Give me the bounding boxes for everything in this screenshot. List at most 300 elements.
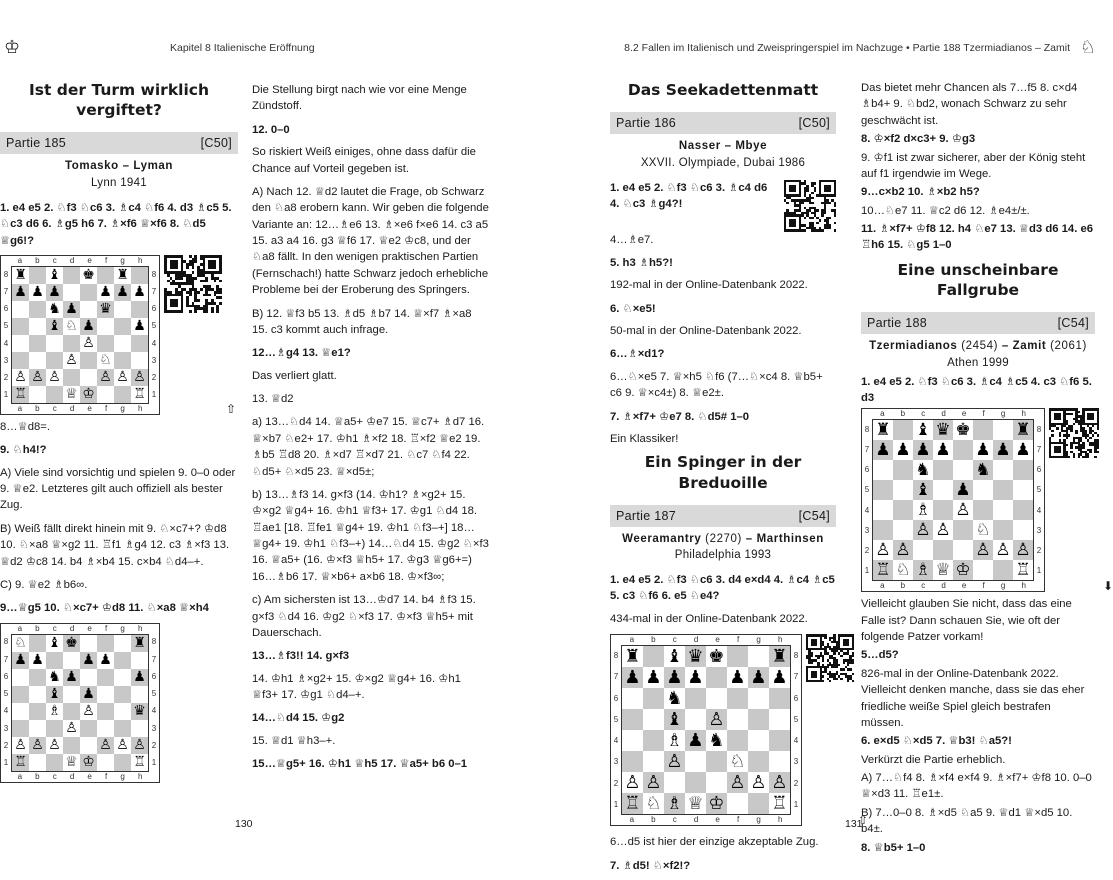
rank-label: 4 — [613, 736, 619, 746]
move-line: 7. ♗×f7+ ♔e7 8. ♘d5# 1–0 — [610, 410, 750, 423]
board-square — [933, 480, 953, 500]
rank-label: 5 — [3, 689, 9, 699]
venue: Lynn 1941 — [91, 177, 147, 190]
board-square — [80, 352, 97, 369]
board-rank-labels — [1034, 419, 1044, 581]
rank-label: 4 — [151, 706, 157, 716]
board-square: ♞ — [913, 460, 933, 480]
board-square: ♚ — [706, 646, 727, 667]
board-square — [80, 720, 97, 737]
file-label: d — [693, 815, 699, 825]
running-head: 8.2 Fallen im Italienisch und Zweispringerspiel im Nachzuge • Partie 188 Tzermiadianos – Zamit — [624, 42, 1070, 54]
board-square — [29, 669, 46, 686]
file-label: e — [87, 255, 92, 265]
rank-label: 4 — [3, 338, 9, 348]
venue: XXVII. Olympiade, Dubai 1986 — [640, 156, 806, 169]
file-label: a — [17, 771, 23, 781]
file-label: c — [672, 635, 677, 645]
rank-label: 2 — [793, 778, 799, 788]
board-square — [706, 667, 727, 688]
move-line: 6…♗×d1? — [610, 348, 665, 361]
rank-label: 7 — [613, 672, 619, 682]
chess-board — [11, 266, 149, 404]
rank-label: 1 — [151, 390, 157, 400]
file-label: f — [105, 255, 108, 265]
rank-label: 7 — [1036, 444, 1042, 454]
board-square — [873, 460, 893, 480]
annotation: Verkürzt die Partie erheblich. — [861, 753, 1006, 766]
file-label: b — [35, 403, 40, 413]
game-label: Partie 188 — [867, 316, 927, 331]
move-line: 11. ♗×f7+ ♔f8 12. h4 ♘e7 13. ♕d3 d6 14. e6 ♖h6 15. ♘g5 1–0 — [861, 223, 1094, 252]
board-square: ♙ — [769, 772, 790, 793]
file-label: f — [105, 403, 108, 413]
game-label: Partie 186 — [616, 116, 676, 131]
board-square: ♜ — [12, 267, 29, 284]
board-square: ♔ — [706, 793, 727, 814]
board-square: ♝ — [46, 267, 63, 284]
rank-label: 5 — [793, 714, 799, 724]
rank-label: 8 — [151, 637, 157, 647]
board-file-labels — [1, 404, 159, 414]
board-square: ♟ — [993, 440, 1013, 460]
file-label: g — [756, 815, 761, 825]
black-player: – Marthinsen — [745, 532, 824, 545]
board-square: ♘ — [12, 635, 29, 652]
chess-board — [11, 634, 149, 772]
board-square — [29, 703, 46, 720]
game-label: Partie 185 — [6, 136, 66, 151]
file-label: c — [921, 581, 926, 591]
board-square: ♝ — [913, 420, 933, 440]
annotation: 192-mal in der Online-Datenbank 2022. — [610, 279, 808, 292]
rank-label: 4 — [151, 338, 157, 348]
board-square — [706, 751, 727, 772]
rank-label: 2 — [1036, 546, 1042, 556]
board-square: ♟ — [873, 440, 893, 460]
move-line: 8. ♕b5+ 1–0 — [861, 841, 926, 854]
board-square — [769, 688, 790, 709]
board-square — [873, 480, 893, 500]
rank-label: 1 — [3, 390, 9, 400]
rank-label: 6 — [151, 671, 157, 681]
board-square: ♖ — [873, 560, 893, 580]
file-label: h — [777, 815, 783, 825]
board-square — [114, 686, 131, 703]
king-icon: ♔ — [4, 37, 21, 57]
board-square — [727, 688, 748, 709]
board-square — [685, 688, 706, 709]
board-square — [993, 460, 1013, 480]
file-label: b — [651, 815, 656, 825]
board-square — [873, 500, 893, 520]
board-square: ♙ — [131, 369, 148, 386]
board-square — [97, 386, 114, 403]
board-square: ♙ — [727, 772, 748, 793]
rank-label: 7 — [3, 286, 9, 296]
rank-label: 8 — [613, 651, 619, 661]
board-square — [29, 386, 46, 403]
annotation: 9. ♔f1 ist zwar sicherer, aber der König steht auf f1 irgendwie im Wege. — [861, 151, 1086, 180]
board-square — [1013, 460, 1033, 480]
moves: 1. e4 e5 2. ♘f3 ♘c6 3. ♗c4 ♘f6 4. d3 ♗c5 5. ♘c3 d6 6. ♗g5 h6 7. ♗×f6 ♕×f6 8. ♘d5 ♕g6!? — [0, 201, 232, 247]
board-square: ♝ — [664, 646, 685, 667]
board-square: ♟ — [622, 667, 643, 688]
board-square: ♙ — [46, 369, 63, 386]
chess-diagram — [0, 623, 160, 783]
board-square — [973, 480, 993, 500]
board-square: ♙ — [993, 540, 1013, 560]
board-square: ♖ — [12, 754, 29, 771]
board-square — [12, 686, 29, 703]
file-label: f — [982, 409, 985, 419]
board-square: ♟ — [46, 284, 63, 301]
board-square: ♙ — [46, 737, 63, 754]
board-square: ♜ — [769, 646, 790, 667]
move-line: 8. ♔×f2 d×c3+ 9. ♔g3 — [861, 133, 976, 146]
board-square — [12, 703, 29, 720]
board-square — [727, 793, 748, 814]
rank-label: 4 — [1036, 505, 1042, 515]
board-square — [63, 267, 80, 284]
rank-label: 6 — [793, 693, 799, 703]
board-square: ♘ — [973, 520, 993, 540]
rank-label: 7 — [864, 444, 870, 454]
board-square — [46, 754, 63, 771]
file-label: c — [921, 409, 926, 419]
board-square: ♙ — [748, 772, 769, 793]
file-label: b — [900, 409, 906, 419]
file-label: g — [120, 403, 125, 413]
board-square — [114, 703, 131, 720]
rank-label: 2 — [3, 373, 9, 383]
board-square — [953, 440, 973, 460]
file-label: b — [35, 623, 40, 633]
board-square — [769, 730, 790, 751]
board-square — [643, 709, 664, 730]
arrow-up-icon: ⇧ — [226, 401, 237, 416]
venue: Philadelphia 1993 — [674, 549, 772, 562]
game-header — [610, 505, 836, 527]
board-square — [46, 386, 63, 403]
game-header — [0, 132, 238, 154]
board-rank-labels — [149, 266, 159, 404]
board-square — [622, 709, 643, 730]
board-square: ♟ — [664, 667, 685, 688]
move-line: 5. h3 ♗h5?! — [610, 256, 673, 269]
chess-diagram — [610, 634, 802, 826]
board-square: ♗ — [913, 560, 933, 580]
board-square: ♙ — [80, 703, 97, 720]
board-square: ♞ — [973, 460, 993, 480]
file-label: g — [1000, 581, 1006, 591]
file-label: f — [982, 581, 985, 591]
board-square: ♞ — [46, 669, 63, 686]
board-square: ♟ — [685, 667, 706, 688]
file-label: a — [880, 409, 885, 419]
rank-label: 5 — [151, 321, 157, 331]
board-square: ♖ — [131, 386, 148, 403]
board-square — [993, 500, 1013, 520]
board-square: ♚ — [80, 267, 97, 284]
venue: Athen 1999 — [947, 356, 1009, 369]
board-square: ♝ — [46, 686, 63, 703]
board-square: ♙ — [63, 352, 80, 369]
rank-label: 3 — [3, 355, 9, 365]
annotation: 15. ♕d1 ♕h3–+. — [252, 734, 336, 747]
board-square: ♙ — [893, 540, 913, 560]
move-line: 6. e×d5 ♘×d5 7. ♕b3! ♘a5?! — [861, 735, 1012, 748]
file-label: g — [756, 635, 761, 645]
chess-board — [872, 419, 1034, 581]
annotation: 6…d5 ist hier der einzige akzeptable Zug. — [610, 836, 819, 849]
board-square: ♖ — [769, 793, 790, 814]
annotation: 434-mal in der Online-Datenbank 2022. — [610, 612, 808, 625]
board-square: ♟ — [893, 440, 913, 460]
file-label: b — [35, 255, 40, 265]
players — [861, 338, 1095, 355]
white-player: Weeramantry — [622, 532, 702, 545]
section-title: Eine unscheinbare Fallgrube — [897, 260, 1059, 299]
chess-board — [621, 645, 791, 815]
arrow-down-icon: ⬇ — [1103, 579, 1113, 594]
board-square: ♙ — [97, 369, 114, 386]
board-square: ♙ — [97, 737, 114, 754]
board-square — [748, 793, 769, 814]
rank-label: 3 — [793, 757, 799, 767]
annotation: A) Nach 12. ♕d2 lautet die Frage, ob Schwarz den ♘a8 erobern kann. Wir geben die folgende Variante an: 12…♗e6 13. ♗×e6 f×e6 14. c3 a5 15. a3 a4 16. g3 ♕f6 17. ♕e2 ♔c8, und der ♘a8 fällt. In den wenigen praktischen Partien (Fernschach!) hatte Schwarz jedoch erhebliche Probleme bei der Eroberung des Springers. — [252, 185, 489, 297]
rank-label: 6 — [3, 304, 9, 314]
page-number: 131 — [845, 818, 863, 830]
board-square — [114, 635, 131, 652]
file-label: h — [777, 635, 783, 645]
file-label: f — [105, 623, 108, 633]
qr-code — [784, 180, 836, 232]
board-rank-labels — [1, 634, 11, 772]
move-line: 12…♗g4 13. ♕e1? — [252, 347, 351, 360]
board-square: ♗ — [664, 793, 685, 814]
move-line: 9…c×b2 10. ♗×b2 h5? — [861, 186, 980, 199]
rank-label: 6 — [613, 693, 619, 703]
board-square: ♘ — [63, 318, 80, 335]
file-label: g — [120, 255, 125, 265]
board-square: ♝ — [664, 709, 685, 730]
file-label: h — [1021, 409, 1026, 419]
page-number: 130 — [235, 818, 253, 830]
annotation: 4…♗e7. — [610, 233, 654, 246]
board-square: ♟ — [12, 284, 29, 301]
board-square — [29, 754, 46, 771]
board-square — [97, 669, 114, 686]
rank-label: 8 — [864, 424, 870, 434]
board-square — [933, 460, 953, 480]
file-label: a — [629, 815, 635, 825]
file-label: b — [651, 635, 656, 645]
board-square: ♗ — [46, 703, 63, 720]
rank-label: 7 — [3, 654, 9, 664]
annotation: 14. ♔h1 ♗×g2+ 15. ♔×g2 ♕g4+ 16. ♔h1 ♕f3+ 17. ♔g1 ♘d4–+. — [252, 672, 461, 701]
rank-label: 8 — [151, 269, 157, 279]
board-square: ♟ — [80, 686, 97, 703]
board-square: ♙ — [12, 737, 29, 754]
rank-label: 5 — [1036, 485, 1042, 495]
file-label: g — [120, 623, 125, 633]
section-title: Ist der Turm wirklich vergiftet? — [29, 81, 209, 120]
rank-label: 2 — [151, 740, 157, 750]
board-square — [114, 335, 131, 352]
board-square: ♙ — [933, 520, 953, 540]
board-square: ♝ — [46, 318, 63, 335]
rank-label: 1 — [1036, 566, 1042, 576]
annotation: B) 12. ♕f3 b5 13. ♗d5 ♗b7 14. ♕×f7 ♗×a8 15. c3 kommt auch infrage. — [252, 307, 472, 336]
board-square: ♟ — [114, 284, 131, 301]
board-square: ♙ — [913, 520, 933, 540]
board-square: ♙ — [80, 335, 97, 352]
annotation: So riskiert Weiß einiges, ohne dass dafür die Chance auf Vorteil gegeben ist. — [252, 146, 476, 175]
board-square — [973, 560, 993, 580]
board-square — [114, 386, 131, 403]
board-square — [643, 688, 664, 709]
board-square: ♗ — [664, 730, 685, 751]
file-label: h — [137, 623, 143, 633]
qr-code — [1049, 408, 1099, 458]
board-square: ♛ — [933, 420, 953, 440]
board-square — [97, 703, 114, 720]
board-square — [131, 335, 148, 352]
board-square: ♝ — [46, 635, 63, 652]
file-label: d — [69, 623, 75, 633]
board-square — [893, 480, 913, 500]
board-square — [97, 686, 114, 703]
board-rank-labels — [149, 634, 159, 772]
board-square — [114, 669, 131, 686]
rank-label: 1 — [793, 799, 799, 809]
board-square: ♛ — [97, 301, 114, 318]
board-rank-labels — [1, 266, 11, 404]
board-square — [97, 318, 114, 335]
file-label: e — [87, 771, 92, 781]
board-square: ♟ — [913, 440, 933, 460]
rank-label: 7 — [151, 286, 157, 296]
board-square: ♜ — [131, 635, 148, 652]
players: Tomasko – Lyman — [64, 160, 174, 173]
board-square: ♙ — [953, 500, 973, 520]
board-square — [12, 669, 29, 686]
board-square: ♙ — [63, 720, 80, 737]
board-square: ♙ — [643, 772, 664, 793]
board-square: ♟ — [29, 652, 46, 669]
chess-diagram — [0, 255, 160, 415]
board-square: ♖ — [131, 754, 148, 771]
board-square: ♟ — [727, 667, 748, 688]
file-label: d — [69, 255, 75, 265]
board-square: ♘ — [97, 352, 114, 369]
move-line: 5…d5? — [861, 649, 899, 662]
file-label: h — [137, 255, 143, 265]
board-square: ♟ — [953, 480, 973, 500]
move-line: 12. 0–0 — [252, 123, 290, 136]
file-label: c — [52, 771, 57, 781]
black-rating: (2061) — [1050, 340, 1087, 353]
left-page — [0, 0, 550, 880]
file-label: a — [880, 581, 885, 591]
file-label: e — [715, 635, 720, 645]
white-rating: (2270) — [705, 532, 742, 545]
file-label: d — [941, 581, 946, 591]
move-line: 7. ♗d5! ♘×f2!? — [610, 859, 691, 872]
annotation: C) 9. ♕e2 ♗b6∞. — [0, 578, 88, 591]
annotation: c) Am sichersten ist 13…♔d7 14. b4 ♗f3 15. g×f3 ♘d4 16. ♔g2 ♘×f3 17. ♔×f3 ♕h5+ mit Dauerschach. — [252, 594, 476, 639]
eco-code: [C50] — [798, 116, 830, 131]
board-square: ♟ — [973, 440, 993, 460]
board-square: ♜ — [873, 420, 893, 440]
board-square — [29, 686, 46, 703]
rank-label: 1 — [151, 758, 157, 768]
game-header — [610, 112, 836, 134]
annotation: 10…♘e7 11. ♕c2 d6 12. ♗e4±/±. — [861, 204, 1030, 217]
board-square — [46, 335, 63, 352]
file-label: e — [87, 403, 92, 413]
black-player: – Zamit — [1001, 340, 1047, 353]
file-label: g — [120, 771, 125, 781]
board-square: ♟ — [685, 730, 706, 751]
board-square: ♙ — [973, 540, 993, 560]
board-square — [29, 318, 46, 335]
rank-label: 2 — [864, 546, 870, 556]
moves: 1. e4 e5 2. ♘f3 ♘c6 3. d4 e×d4 4. ♗c4 ♗c5 5. c3 ♘f6 6. e5 ♘e4? — [610, 574, 835, 603]
board-square: ♕ — [933, 560, 953, 580]
file-label: e — [87, 623, 92, 633]
move-line: 9. ♘h4!? — [0, 444, 47, 457]
board-square: ♟ — [131, 318, 148, 335]
annotation: Das verliert glatt. — [252, 369, 337, 382]
board-square: ♟ — [643, 667, 664, 688]
board-square — [29, 301, 46, 318]
board-square: ♙ — [873, 540, 893, 560]
file-label: f — [105, 771, 108, 781]
board-square — [993, 560, 1013, 580]
game-label: Partie 187 — [616, 508, 676, 523]
board-square: ♟ — [29, 284, 46, 301]
board-square: ♙ — [131, 737, 148, 754]
board-square: ♙ — [114, 737, 131, 754]
board-square — [685, 751, 706, 772]
file-label: a — [17, 255, 23, 265]
rank-label: 3 — [151, 355, 157, 365]
file-label: c — [52, 255, 57, 265]
left-column-1 — [0, 80, 238, 787]
rank-label: 8 — [3, 637, 9, 647]
players: Nasser – Mbye — [678, 140, 768, 153]
board-square: ♟ — [769, 667, 790, 688]
rank-label: 7 — [151, 654, 157, 664]
board-square: ♖ — [622, 793, 643, 814]
board-square — [643, 730, 664, 751]
annotation: Vielleicht glauben Sie nicht, dass das eine Falle ist? Dann schauen Sie, wie oft der folgende Patzer vorkam! — [861, 598, 1072, 643]
left-column-2 — [252, 82, 490, 779]
diagram-row — [861, 408, 1113, 594]
board-square: ♚ — [953, 420, 973, 440]
board-square: ♟ — [63, 301, 80, 318]
move-line: 14…♘d4 15. ♔g2 — [252, 712, 345, 725]
board-square: ♙ — [664, 751, 685, 772]
diagram-row — [0, 255, 238, 415]
board-square: ♙ — [114, 369, 131, 386]
board-square: ♙ — [622, 772, 643, 793]
board-square — [114, 754, 131, 771]
board-square: ♟ — [12, 652, 29, 669]
board-square: ♜ — [622, 646, 643, 667]
